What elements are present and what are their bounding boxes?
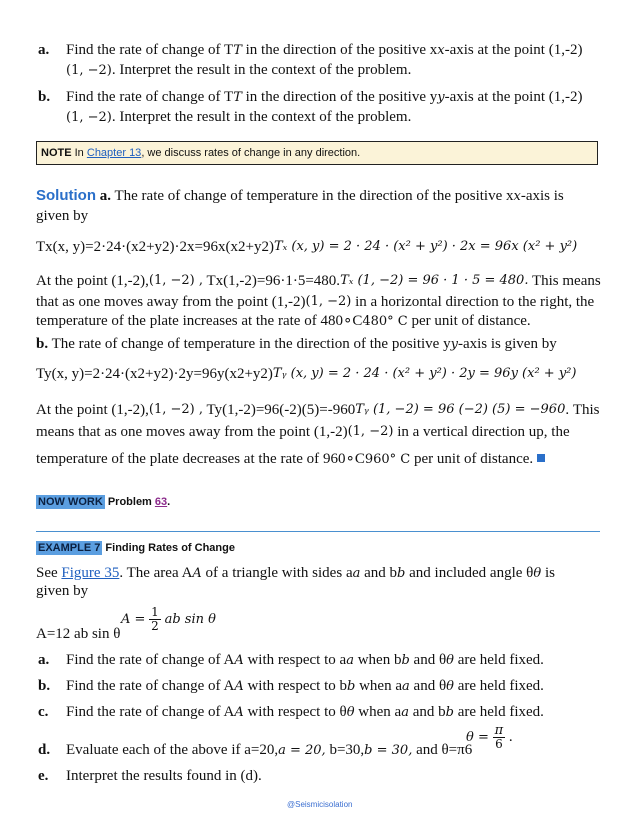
watermark: @Seismicisolation bbox=[287, 800, 353, 809]
note-label: NOTE bbox=[41, 147, 72, 159]
note-box: NOTE In Chapter 13, we discuss rates of change in any direction. bbox=[36, 141, 598, 165]
tx-equation: Tx(x, y)=2·24·(x2+y2)·2x=96x(x2+y2)Tₓ (x, y) = 2 · 24 · (x² + y²) · 2x = 96x (x² + y²) bbox=[36, 239, 578, 255]
example-badge: EXAMPLE 7 bbox=[38, 542, 101, 554]
now-work-badge: NOW WORK bbox=[38, 496, 103, 508]
solution-b-line2: means that as one moves away from the point (1,-2)(1, −2) in a vertical direction up, the bbox=[36, 424, 570, 440]
problem-a-line1: Find the rate of change of TT in the direction of the positive xx-axis at the point (1,-2) bbox=[66, 42, 583, 58]
problem-a-label: a. bbox=[38, 42, 50, 58]
theta-value-math: θ = $\frac{\pi}{6}$ . bbox=[466, 723, 513, 751]
solution-heading: Solution bbox=[36, 187, 96, 204]
solution-a-line3: temperature of the plate increases at the rate of 480∘C480° C per unit of distance. bbox=[36, 313, 531, 329]
solution-a-intro: Solution a. The rate of change of temperature in the direction of the positive xx-axis is bbox=[36, 187, 564, 204]
example-intro-line2: given by bbox=[36, 583, 89, 599]
chapter-13-link[interactable]: Chapter 13 bbox=[86, 147, 142, 159]
ty-equation: Ty(x, y)=2·24·(x2+y2)·2y=96y(x2+y2)Tᵧ (x, y) = 2 · 24 · (x² + y²) · 2y = 96y (x² + y²) bbox=[36, 366, 577, 382]
example-item-d: Evaluate each of the above if a=20,a = 20, b=30,b = 30, and θ=π6 bbox=[66, 742, 473, 758]
solution-b-intro: b. The rate of change of temperature in the direction of the positive yy-axis is given by bbox=[36, 336, 557, 352]
example-item-c: Find the rate of change of AA with respect to θθ when aa and bb are held fixed. bbox=[66, 704, 544, 720]
problem-63-link[interactable]: 63 bbox=[154, 496, 168, 508]
problem-b-line1: Find the rate of change of TT in the direction of the positive yy-axis at the point (1,-2) bbox=[66, 89, 583, 105]
example-item-b: Find the rate of change of AA with respect to bb when aa and θθ are held fixed. bbox=[66, 678, 544, 694]
solution-b-line3: temperature of the plate decreases at the rate of 960∘C960° C per unit of distance. bbox=[36, 450, 545, 469]
solution-a-given-by: given by bbox=[36, 208, 89, 224]
figure-35-link[interactable]: Figure 35 bbox=[61, 565, 120, 581]
problem-b-line2: (1, −2). Interpret the result in the context of the problem. bbox=[66, 109, 412, 125]
example-intro-line1: See Figure 35. The area AA of a triangle with sides aa and bb and included angle θθ is bbox=[36, 565, 555, 581]
textbook-page: a. Find the rate of change of TT in the direction of the positive xx-axis at the point (1,-2) (1, −2). Interpret the result in the context of the problem. b. Find the rate of change of TT in the direction of the positive yy-axis at the point (1,-2) (1, −2). Interpret the result in the context of the problem. NOTE In Chapter 13, we discuss rates of change in any direction. Solution a. The rate of change of temperature in the direction of the positive xx-axis is given by Tx(x, y)=2·24·(x2+y2)·2x=96x(x2+y2)Tₓ (x, y) = 2 · 24 · (x² + y²) · 2x = 96x (x² + y²) At the point (1,-2),(1, −2) , Tx(1,-2)=96·1·5=480.Tₓ (1, −2) = 96 · 1 · 5 = 480. This means that as one moves away from the point (1,-2)(1, −2) in a horizontal direction to the right, the temperature of the plate increases at the rate of 480∘C480° C per unit of distance. b. The rate of change of temperature in the direction of the positive yy-axis is given by Ty(x, y)=2·24·(x2+y2)·2y=96y(x2+y2)Tᵧ (x, y) = 2 · 24 · (x² + y²) · 2y = 96y (x² + y²) At the point (1,-2),(1, −2) , Ty(1,-2)=96(-2)(5)=-960Tᵧ (1, −2) = 96 (−2) (5) = −960. This means that as one moves away from the point (1,-2)(1, −2) in a vertical direction up, the temperature of the plate decreases at the rate of 960∘C960° C per unit of distance. NOW WORK Problem 63. EXAMPLE 7 Finding Rates of Change See Figure 35. The area AA of a triangle with sides aa and bb and included angle θθ is given by A=12 ab sin θ A = $\frac{1}{2}$ ab sin θ a. Find the rate of change of AA with respect to aa when bb and θθ are held fixed. b. Find the rate of change of AA with respect to bb when aa and θθ are held fixed. c. Find the rate of change of AA with respect to θθ when aa and bb are held fixed. d. Evaluate each of the above if a=20,a = 20, b=30,b = 30, and θ=π6 θ = $\frac{\pi}{6}$ . e. Interpret the results found in (d). @Seismicisolation bbox=[36, 42, 601, 809]
solution-a-value-line: At the point (1,-2),(1, −2) , Tx(1,-2)=96·1·5=480.Tₓ (1, −2) = 96 · 1 · 5 = 480. This means bbox=[36, 273, 601, 289]
section-divider bbox=[36, 531, 600, 532]
problem-b-label: b. bbox=[38, 89, 51, 105]
solution-a-line2: that as one moves away from the point (1,-2)(1, −2) in a horizontal direction to the right, the bbox=[36, 294, 595, 310]
solution-b-value-line: At the point (1,-2),(1, −2) , Ty(1,-2)=96(-2)(5)=-960Tᵧ (1, −2) = 96 (−2) (5) = −960. This bbox=[36, 402, 600, 418]
area-formula-math: A = $\frac{1}{2}$ ab sin θ bbox=[121, 605, 216, 633]
example-item-e: Interpret the results found in (d). bbox=[66, 768, 262, 784]
problem-a-line2: (1, −2). Interpret the result in the context of the problem. bbox=[66, 62, 412, 78]
area-formula-plain: A=12 ab sin θ bbox=[36, 626, 121, 642]
example-title: Finding Rates of Change bbox=[105, 542, 235, 554]
example-heading bbox=[36, 540, 235, 556]
example-item-a: Find the rate of change of AA with respect to aa when bb and θθ are held fixed. bbox=[66, 652, 544, 668]
end-of-solution-square-icon bbox=[537, 454, 545, 462]
now-work-line: NOW WORK Problem 63. bbox=[38, 496, 171, 508]
